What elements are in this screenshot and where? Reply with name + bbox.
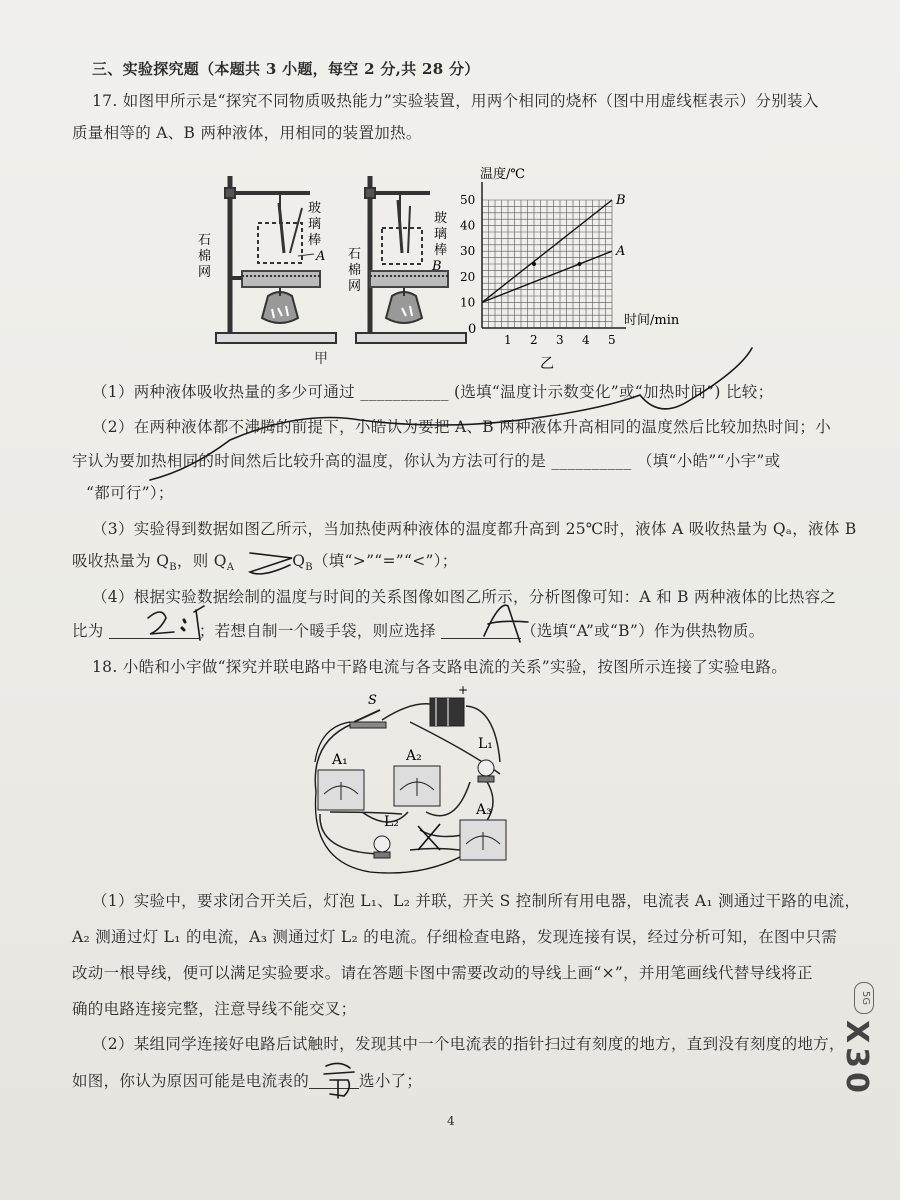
label-asbestos-net-b-2: 棉: [348, 263, 362, 278]
q18-part1-line-1: （1）实验中，要求闭合开关后，灯泡 L₁、L₂ 并联，开关 S 控制所有用电器，电流表 A₁ 测通过干路的电流，: [92, 892, 861, 910]
label-asbestos-net-b-3: 网: [348, 279, 362, 294]
q18-intro: 18. 小皓和小宇做“探究并联电路中干路电流与各支路电流的关系”实验，按图所示连接了实验电路。: [92, 658, 788, 676]
q17-p3-sub-a: A: [226, 562, 235, 574]
label-glass-rod-b-3: 棒: [434, 243, 448, 258]
q17-part2-line-1: （2）在两种液体都不沸腾的前提下，小皓认为要把 A、B 两种液体升高相同的温度然后比较加热时间；小: [92, 418, 832, 436]
y-tick-label: 50: [460, 193, 476, 207]
q18-p2-text-a: 如图，你认为原因可能是电流表的: [72, 1072, 310, 1090]
origin-label: 0: [468, 322, 477, 337]
liquid-label-a: A: [316, 249, 326, 264]
battery-plus-sign: +: [458, 683, 469, 697]
q18-part1-line-2: A₂ 测通过灯 L₁ 的电流，A₃ 测通过灯 L₂ 的电流。仔细检查电路，发现连接有误，经过分析可知，在图中只需: [72, 928, 838, 946]
y-tick-label: 30: [460, 244, 476, 259]
q17-part1: （1）两种液体吸收热量的多少可通过 ___________ (选填“温度计示数变化”或“加热时间”) 比较；: [92, 383, 774, 401]
handwritten-stroke-long: [150, 348, 752, 480]
handwritten-greater-than: [250, 553, 292, 574]
watermark-5g-badge: 5G: [854, 982, 874, 1014]
q17-p3-text-d: （填“>”“=”“<”）；: [312, 552, 458, 570]
label-asbestos-net-a-2: 棉: [198, 249, 212, 264]
graph-caption: 乙: [540, 356, 554, 372]
q18-p2-text-b: 选小了；: [359, 1072, 423, 1090]
q17-p3-sub-b2: B: [305, 562, 313, 574]
section-title: 三、实验探究题（本题共 3 小题，每空 2 分,共 28 分）: [92, 60, 480, 78]
label-glass-rod-a-3: 棒: [308, 233, 322, 248]
label-asbestos-net-a: 石: [198, 233, 212, 248]
camera-watermark: [838, 1010, 878, 1160]
q17-p4-text-c: （选填“A”或“B”）作为供热物质。: [521, 622, 765, 640]
x-tick-label: 3: [556, 333, 564, 347]
x-tick-label: 1: [504, 333, 512, 347]
q17-p3-text-c: Q: [292, 552, 306, 570]
q17-p3-text-b: ，则 Q: [176, 552, 227, 570]
q17-p4-text-b: ；若想自制一个暖手袋，则应选择: [198, 622, 442, 640]
y-tick-label: 10: [460, 295, 476, 310]
handwritten-colon-2: [184, 620, 185, 622]
handwritten-digit-2: [148, 612, 174, 634]
q18-part1-line-3: 改动一根导线，便可以满足实验要求。请在答题卡图中需要改动的导线上画“×”，并用笔画线代替导线将正: [72, 964, 813, 982]
label-glass-rod-a-2: 璃: [308, 217, 322, 232]
x-tick-label: 5: [608, 333, 616, 347]
x-axis-label: 时间/min: [624, 313, 680, 328]
ammeter-a1-label: A₁: [332, 752, 348, 768]
page-number: 4: [447, 1114, 455, 1128]
y-tick-label: 20: [460, 269, 476, 284]
q17-part2-line-3: “都可行”）；: [86, 484, 174, 502]
switch-label: S: [368, 693, 377, 708]
ammeter-a2-label: A₂: [406, 748, 422, 764]
label-asbestos-net-b: 石: [348, 247, 362, 262]
ammeter-a3-label: A₃: [476, 802, 492, 818]
handwritten-letter-a: [484, 605, 528, 642]
x-tick-label: 2: [530, 333, 538, 347]
handwritten-colon: [182, 628, 184, 630]
handwritten-answer-range: [324, 1063, 354, 1098]
y-axis-label: 温度/℃: [480, 167, 525, 182]
y-tick-label: 40: [460, 218, 476, 233]
q17-part3-line-1: （3）实验得到数据如图乙所示，当加热使两种液体的温度都升高到 25℃时，液体 A 吸收热量为 Qₐ，液体 B: [92, 520, 857, 538]
label-asbestos-net-a-3: 网: [198, 265, 212, 280]
bulb-l2-label: L₂: [384, 814, 399, 830]
handwritten-digit-1: [194, 606, 204, 640]
q17-p3-text-a: 吸收热量为 Q: [72, 552, 170, 570]
label-glass-rod-a: 玻: [308, 201, 322, 216]
q18-part1-line-4: 确的电路连接完整，注意导线不能交叉；: [72, 1000, 357, 1018]
series-label-b: B: [616, 193, 626, 208]
q17-intro-line-2: 质量相等的 A、B 两种液体，用相同的装置加热。: [72, 124, 422, 142]
q17-p3-sub-b: B: [169, 562, 177, 574]
x-tick-label: 4: [582, 333, 590, 347]
q17-p4-text-a: 比为: [72, 622, 109, 640]
series-label-a: A: [616, 244, 626, 260]
watermark-text: X30: [839, 1020, 874, 1097]
label-glass-rod-b-2: 璃: [434, 227, 448, 242]
q17-intro-line-1: 17. 如图甲所示是“探究不同物质吸热能力”实验装置，用两个相同的烧杯（图中用虚线框表示）分别装入: [92, 92, 819, 110]
figure-jia-caption: 甲: [314, 351, 329, 367]
liquid-label-b: B: [432, 259, 442, 274]
label-glass-rod-b: 玻: [434, 211, 448, 226]
q17-part4-line-1: （4）根据实验数据绘制的温度与时间的关系图像如图乙所示，分析图像可知：A 和 B 两种液体的比热容之: [92, 588, 837, 606]
q17-part2-line-2: 宇认为要加热相同的时间然后比较升高的温度，你认为方法可行的是 __________ （填“小皓”“小宇”或: [72, 452, 781, 470]
q18-part2-line-1: （2）某组同学连接好电路后试触时，发现其中一个电流表的指针扫过有刻度的地方，直到没有刻度的地方，: [92, 1035, 845, 1053]
bulb-l1-label: L₁: [478, 736, 493, 752]
